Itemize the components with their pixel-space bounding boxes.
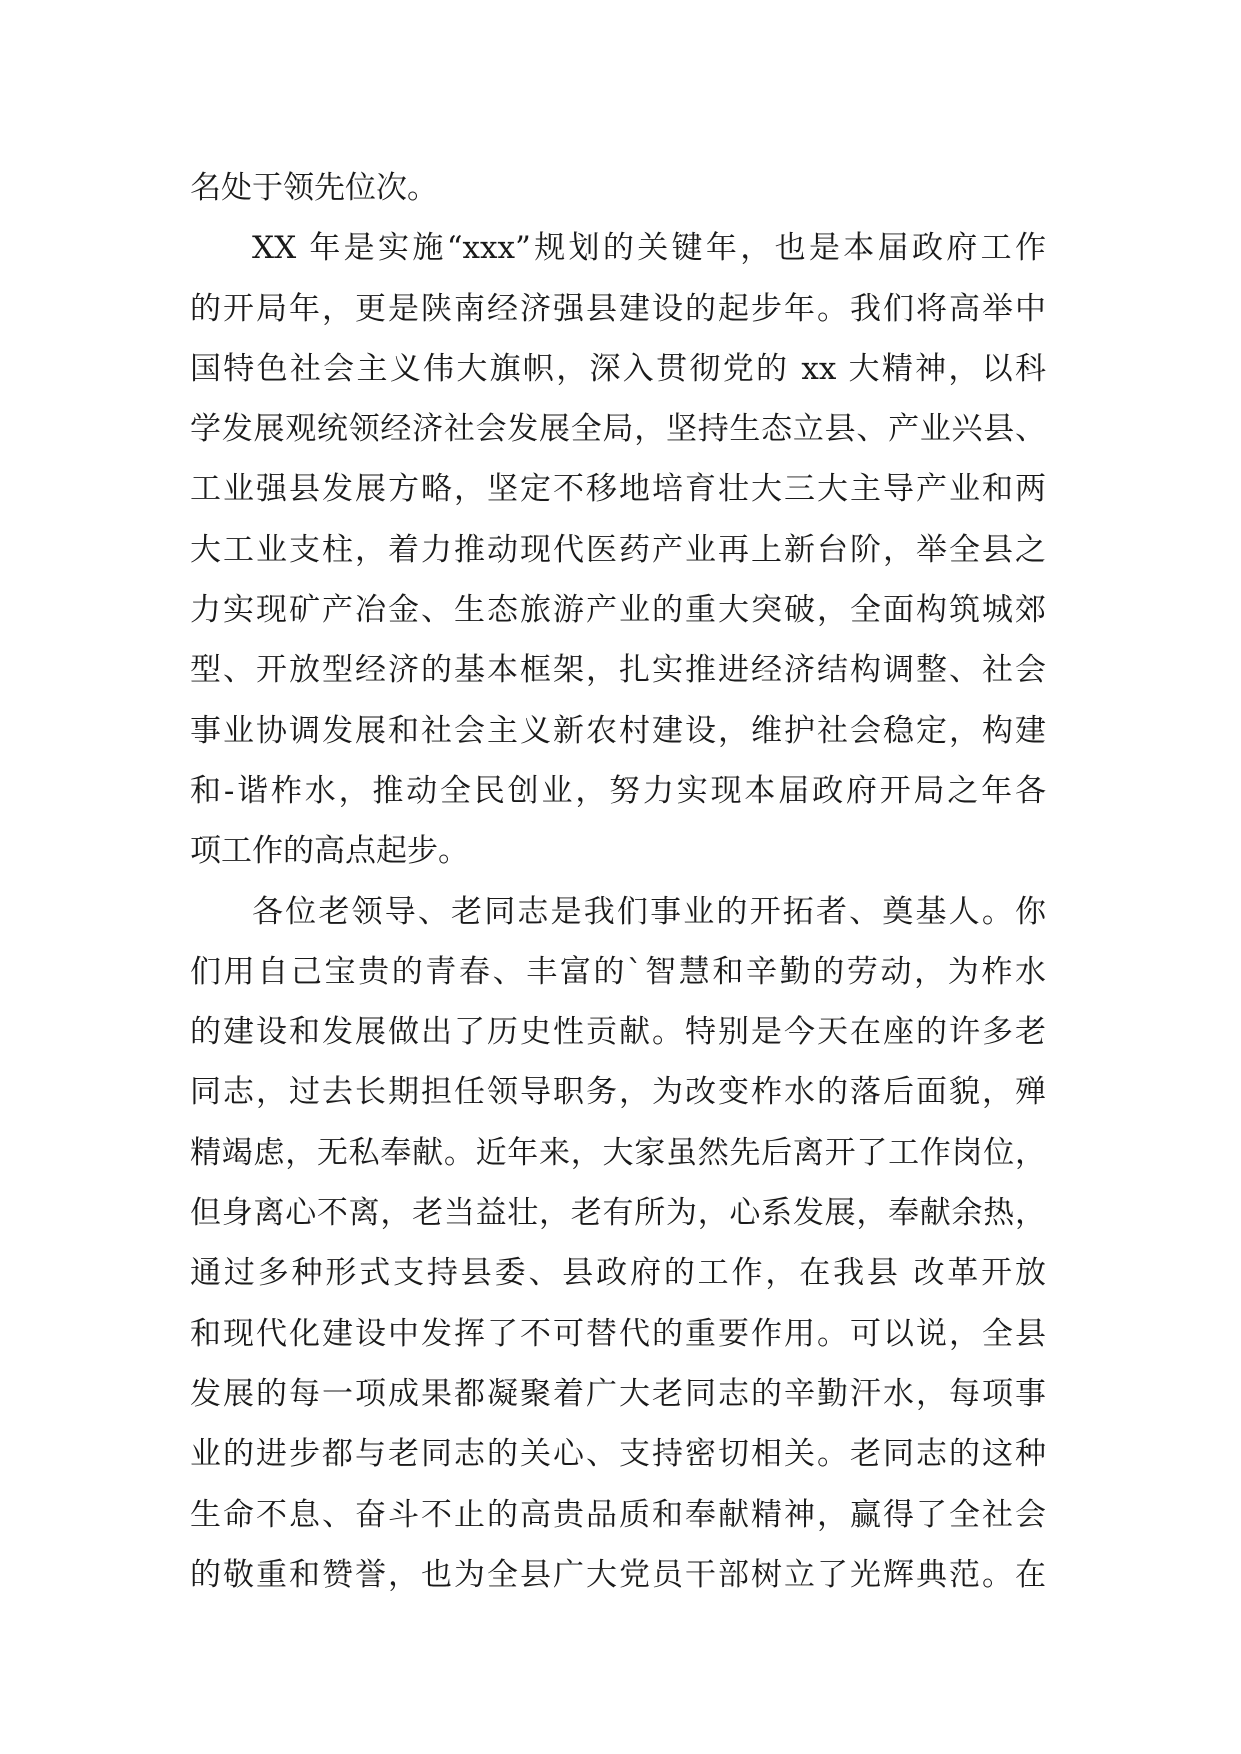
text-line: 各位老领导、老同志是我们事业的开拓者、奠基人。你	[252, 893, 1046, 930]
text-line: 精竭虑，无私奉献。近年来，大家虽然先后离开了工作岗位，	[190, 1134, 1046, 1171]
text-line: 发展的每一项成果都凝聚着广大老同志的辛勤汗水，每项事	[190, 1375, 1046, 1412]
text-line: 工业强县发展方略，坚定不移地培育壮大三大主导产业和两	[190, 471, 1046, 508]
text-line: 同志，过去长期担任领导职务，为改变柞水的落后面貌，殚	[190, 1074, 1046, 1111]
text-line: 名处于领先位次。	[190, 170, 438, 206]
text-line: 业的进步都与老同志的关心、支持密切相关。老同志的这种	[190, 1436, 1046, 1473]
text-line: XX 年是实施“xxx”规划的关键年，也是本届政府工作	[252, 230, 1046, 267]
text-line: 和现代化建设中发挥了不可替代的重要作用。可以说，全县	[190, 1315, 1046, 1352]
text-line: 通过多种形式支持县委、县政府的工作，在我县 改革开放	[190, 1255, 1046, 1292]
text-line: 学发展观统领经济社会发展全局，坚持生态立县、产业兴县、	[190, 411, 1046, 448]
paragraph-1	[190, 158, 1046, 218]
text-line: 和-谐柞水，推动全民创业，努力实现本届政府开局之年各	[190, 772, 1046, 809]
text-line: 但身离心不离，老当益壮，老有所为，心系发展，奉献余热，	[190, 1195, 1046, 1232]
text-line: 事业协调发展和社会主义新农村建设，维护社会稳定，构建	[190, 712, 1046, 749]
text-line: 们用自己宝贵的青春、丰富的`智慧和辛勤的劳动，为柞水	[190, 953, 1046, 990]
text-line: 大工业支柱，着力推动现代医药产业再上新台阶，举全县之	[190, 531, 1046, 568]
text-line: 型、开放型经济的基本框架，扎实推进经济结构调整、社会	[190, 652, 1046, 689]
text-line: 的敬重和赞誉，也为全县广大党员干部树立了光辉典范。在	[190, 1556, 1046, 1593]
paragraph-2	[190, 218, 1046, 881]
text-line: 生命不息、奋斗不止的高贵品质和奉献精神，赢得了全社会	[190, 1496, 1046, 1533]
text-line: 的建设和发展做出了历史性贡献。特别是今天在座的许多老	[190, 1014, 1046, 1051]
text-line: 国特色社会主义伟大旗帜，深入贯彻党的 xx 大精神，以科	[190, 350, 1046, 387]
text-line: 的开局年，更是陕南经济强县建设的起步年。我们将高举中	[190, 290, 1046, 327]
text-line: 项工作的高点起步。	[190, 833, 469, 870]
body-text	[190, 158, 1046, 1605]
text-line: 力实现矿产冶金、生态旅游产业的重大突破，全面构筑城郊	[190, 592, 1046, 629]
paragraph-3	[190, 882, 1046, 1606]
